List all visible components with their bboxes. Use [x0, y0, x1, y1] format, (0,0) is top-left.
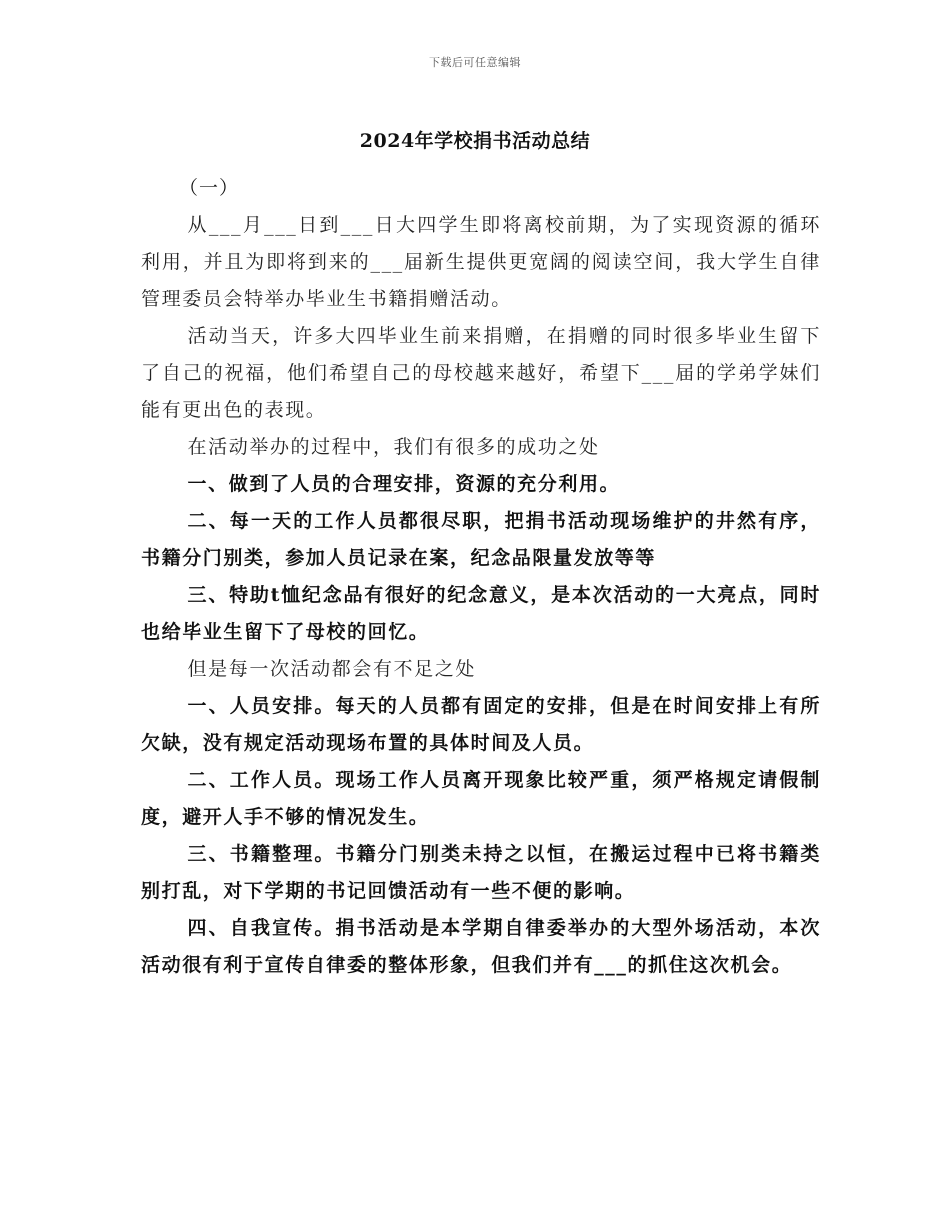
paragraph-4: 一、做到了人员的合理安排，资源的充分利用。: [187, 473, 621, 495]
paragraph-1: 从___月___日到___日大四学生即将离校前期，为了实现资源的循环利用，并且为即将到来的___届新生提供更宽阔的阅读空间，我大学生自律管理委员会特举办毕业生书籍捐赠活动。: [141, 214, 821, 310]
paragraph-8: 一、人员安排。每天的人员都有固定的安排，但是在时间安排上有所欠缺，没有规定活动现场布置的具体时间及人员。: [141, 695, 821, 754]
paragraph-5: 二、每一天的工作人员都很尽职，把捐书活动现场维护的井然有序，书籍分门别类，参加人员记录在案，纪念品限量发放等等: [141, 510, 821, 569]
paragraph-6: 三、特助t恤纪念品有很好的纪念意义，是本次活动的一大亮点，同时也给毕业生留下了母校的回忆。: [141, 584, 821, 643]
section-label: （一）: [179, 177, 240, 199]
paragraph-10: 三、书籍整理。书籍分门别类未持之以恒，在搬运过程中已将书籍类别打乱，对下学期的书记回馈活动有一些不便的影响。: [141, 843, 821, 902]
document-title: 2024年学校捐书活动总结: [359, 130, 591, 152]
paragraph-7: 但是每一次活动都会有不足之处: [187, 658, 476, 680]
paragraph-9: 二、工作人员。现场工作人员离开现象比较严重，须严格规定请假制度，避开人手不够的情况发生。: [141, 769, 821, 828]
paragraph-11: 四、自我宣传。捐书活动是本学期自律委举办的大型外场活动，本次活动很有利于宣传自律委的整体形象，但我们并有___的抓住这次机会。: [141, 917, 821, 976]
paragraph-2: 活动当天，许多大四毕业生前来捐赠，在捐赠的同时很多毕业生留下了自己的祝福，他们希望自己的母校越来越好，希望下___届的学弟学妹们能有更出色的表现。: [141, 325, 821, 421]
page-header-note: 下载后可任意编辑: [429, 56, 521, 69]
paragraph-3: 在活动举办的过程中，我们有很多的成功之处: [187, 436, 600, 458]
document-body: [141, 170, 821, 984]
